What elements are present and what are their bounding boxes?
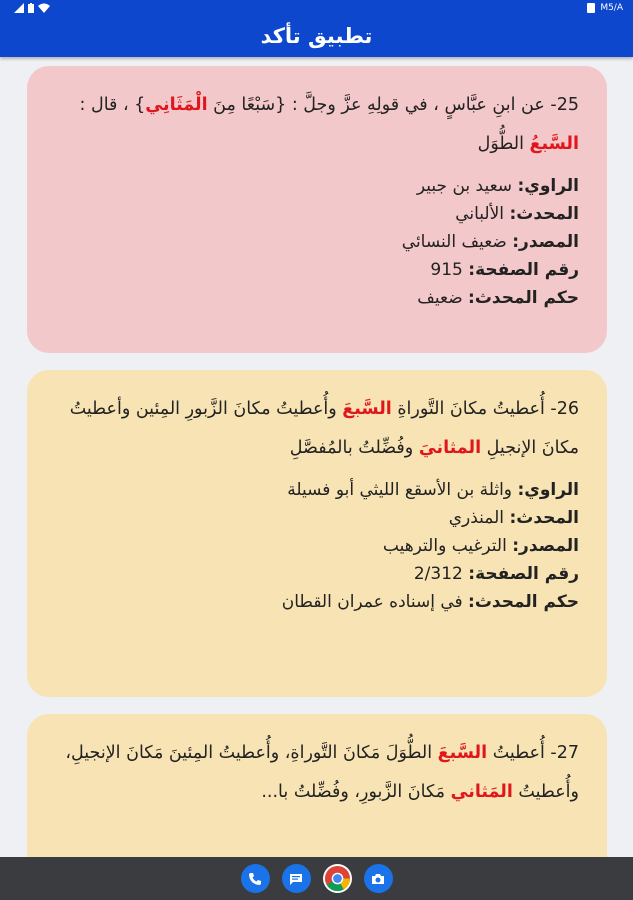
hadith-text [53, 86, 579, 164]
ruling-label: حكم المحدث: [468, 288, 579, 308]
scholar-label: المحدث: [509, 204, 579, 224]
page-number-label: رقم الصفحة: [468, 564, 579, 584]
network-label: M5/A [600, 3, 623, 13]
sim-icon [587, 3, 595, 13]
text-part: أُعطيتُ [487, 743, 545, 763]
text-part: وأُعطيتُ مكانَ الزَّبورِ المِئين وأعطيتُ مكانَ الإنجيلِ [69, 399, 579, 458]
text-part: } ، قال : [79, 95, 146, 115]
scholar-value: المنذري [448, 508, 505, 528]
source-row [53, 532, 579, 560]
hadith-card[interactable] [27, 370, 607, 697]
hadith-number: 25- [550, 95, 579, 115]
page-number-row [53, 560, 579, 588]
source-label: المصدر: [512, 232, 579, 252]
scholar-label: المحدث: [509, 508, 579, 528]
highlighted-keyword: السَّبعَ [342, 399, 392, 419]
signal-icon [14, 3, 24, 13]
source-label: المصدر: [512, 536, 579, 556]
hadith-text [53, 734, 579, 812]
results-list[interactable] [0, 57, 633, 857]
narrator-row [53, 476, 579, 504]
text-part: أُعطيتُ مكانَ التَّوراةِ [391, 399, 545, 419]
hadith-card[interactable] [27, 66, 607, 353]
status-icons [14, 3, 50, 13]
hadith-number: 26- [550, 399, 579, 419]
chrome-icon[interactable] [323, 864, 352, 893]
page-number-value: 2/312 [413, 564, 463, 584]
highlighted-keyword: المثانيَ [418, 438, 482, 458]
page-number-value: 915 [430, 260, 463, 280]
navigation-bar [0, 857, 633, 900]
ruling-row [53, 588, 579, 616]
text-part: مَكانَ الزَّبورِ، وفُضِّلتُ با... [261, 782, 451, 802]
wifi-icon [38, 3, 50, 13]
narrator-row [53, 172, 579, 200]
scholar-value: الألباني [455, 204, 505, 224]
hadith-meta [53, 476, 579, 616]
messages-icon[interactable] [282, 864, 311, 893]
hadith-meta [53, 172, 579, 312]
ruling-value: ضعيف [417, 288, 463, 308]
ruling-row [53, 284, 579, 312]
camera-icon[interactable] [364, 864, 393, 893]
phone-icon[interactable] [241, 864, 270, 893]
page-number-label: رقم الصفحة: [468, 260, 579, 280]
ruling-label: حكم المحدث: [468, 592, 579, 612]
highlighted-keyword: السَّبعَ [437, 743, 488, 763]
narrator-label: الراوي: [517, 480, 579, 500]
status-bar [0, 0, 633, 17]
narrator-label: الراوي: [517, 176, 579, 196]
ruling-value: في إسناده عمران القطان [281, 592, 463, 612]
source-value: الترغيب والترهيب [382, 536, 507, 556]
scholar-row [53, 504, 579, 532]
hadith-text [53, 390, 579, 468]
text-part: الطُّوَل [477, 134, 530, 154]
scholar-row [53, 200, 579, 228]
app-bar [0, 17, 633, 57]
page-number-row [53, 256, 579, 284]
source-value: ضعيف النسائي [401, 232, 507, 252]
narrator-value: سعيد بن جبير [416, 176, 513, 196]
hadith-number: 27- [550, 743, 579, 763]
highlighted-keyword: الْمَثَانِي [145, 95, 208, 115]
text-part: الطُّوَلَ مَكانَ التَّوراةِ، وأُعطيتُ المِئينَ مَكانَ الإنجيلِ، وأُعطيتُ [65, 743, 579, 802]
source-row [53, 228, 579, 256]
narrator-value: واثلة بن الأسقع الليثي أبو فسيلة [287, 480, 513, 500]
highlighted-keyword: المَثاني [450, 782, 513, 802]
battery-icon [28, 3, 34, 13]
text-part: وفُضِّلتُ بالمُفصَّلِ [289, 438, 419, 458]
page-title: تطبيق تأكد [260, 24, 373, 48]
highlighted-keyword: السَّبعُ [529, 134, 579, 154]
text-part: عن ابنِ عبَّاسٍ ، في قولِهِ عزَّ وجلَّ : {سَبْعًا مِنَ [207, 95, 545, 115]
status-right [587, 3, 623, 13]
hadith-card[interactable] [27, 714, 607, 857]
